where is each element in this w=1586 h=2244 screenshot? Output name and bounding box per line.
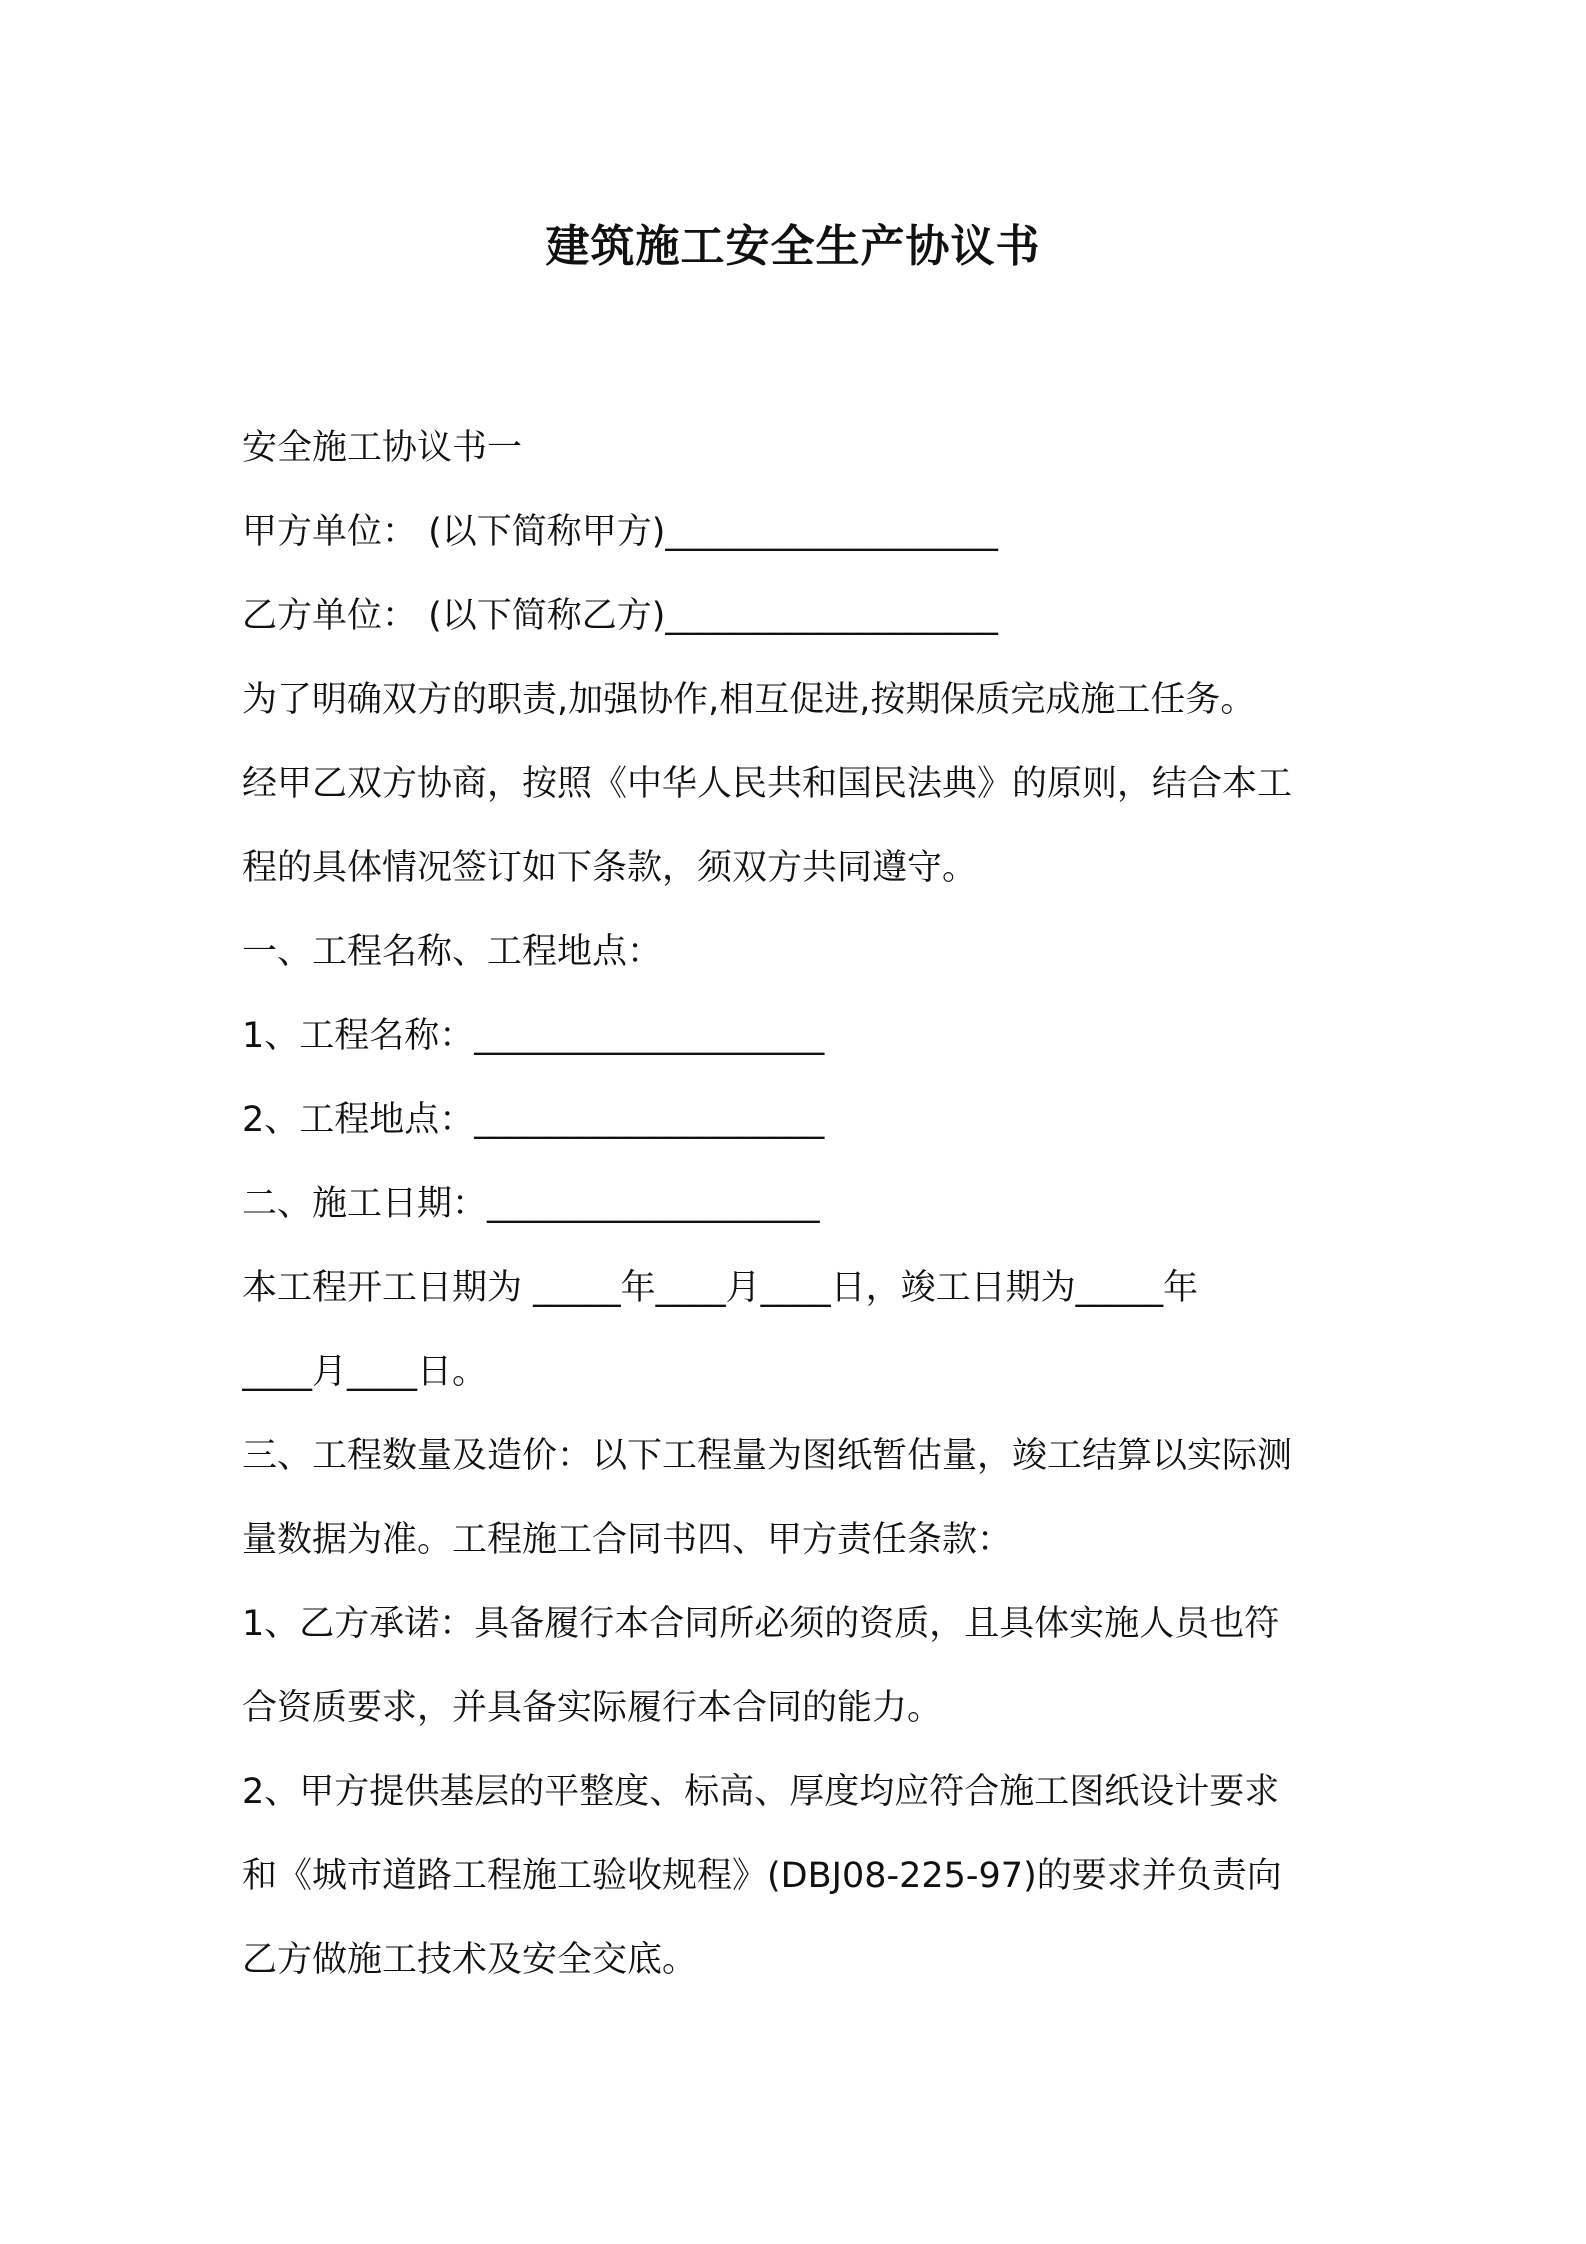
paragraph-line: 经甲乙双方协商，按照《中华人民共和国民法典》的原则，结合本工	[242, 764, 1293, 804]
section-heading-construction-date: 二、施工日期：___________________	[242, 1184, 820, 1224]
section-heading-agreement-one: 安全施工协议书一	[242, 428, 523, 468]
section-heading-quantity-cost: 三、工程数量及造价：以下工程量为图纸暂估量，竣工结算以实际测	[242, 1436, 1293, 1476]
document-title: 建筑施工安全生产协议书	[545, 221, 1041, 272]
clause-2-continued-line: 乙方做施工技术及安全交底。	[242, 1940, 698, 1980]
party-b-line: 乙方单位： (以下简称乙方)___________________	[242, 596, 998, 636]
clause-1-line: 1、乙方承诺：具备履行本合同所必须的资质，且具体实施人员也符	[242, 1604, 1280, 1644]
party-a-line: 甲方单位： (以下简称甲方)___________________	[242, 512, 998, 552]
clause-2-line: 2、甲方提供基层的平整度、标高、厚度均应符合施工图纸设计要求	[242, 1772, 1280, 1812]
project-name-line: 1、工程名称：____________________	[242, 1016, 825, 1056]
start-completion-date-line: 本工程开工日期为 _____年____月____日，竣工日期为_____年	[242, 1268, 1199, 1308]
completion-date-continued-line: ____月____日。	[242, 1352, 488, 1392]
project-location-line: 2、工程地点：____________________	[242, 1100, 825, 1140]
paragraph-line: 量数据为准。工程施工合同书四、甲方责任条款：	[242, 1520, 1013, 1560]
paragraph-line: 为了明确双方的职责,加强协作,相互促进,按期保质完成施工任务。	[242, 680, 1256, 720]
section-heading-project-name-location: 一、工程名称、工程地点：	[242, 932, 663, 972]
document-body	[242, 406, 1362, 2002]
clause-2-continued-line: 和《城市道路工程施工验收规程》(DBJ08-225-97)的要求并负责向	[242, 1856, 1282, 1896]
paragraph-line: 程的具体情况签订如下条款，须双方共同遵守。	[242, 848, 978, 888]
clause-1-continued-line: 合资质要求，并具备实际履行本合同的能力。	[242, 1688, 943, 1728]
